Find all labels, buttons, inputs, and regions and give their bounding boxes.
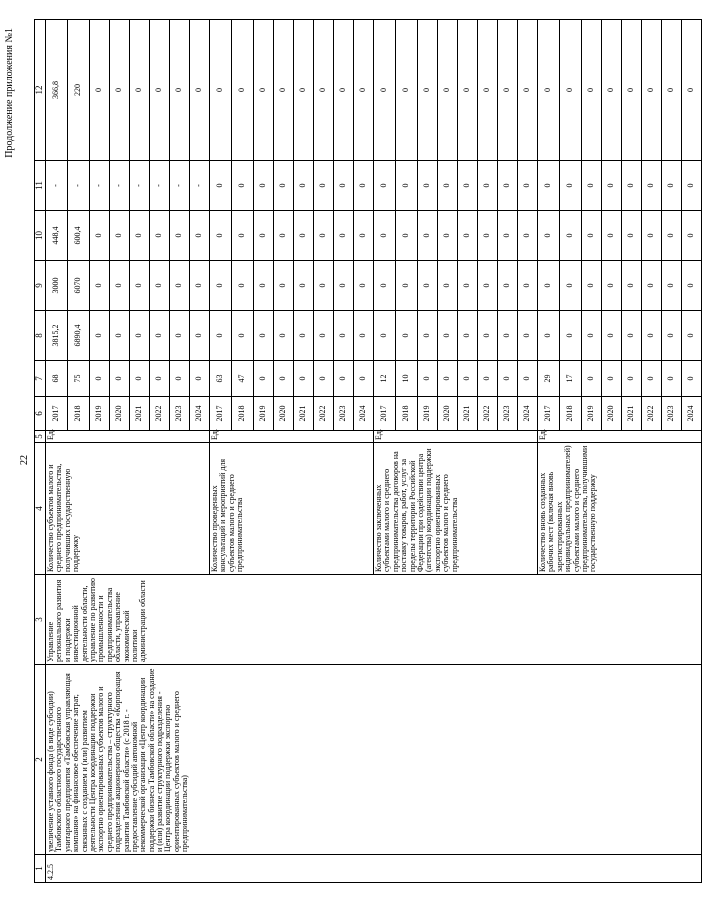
- value-cell: 0: [682, 261, 702, 311]
- value-cell: 0: [478, 311, 498, 361]
- value-cell: 0: [210, 261, 232, 311]
- value-cell: 0: [518, 311, 538, 361]
- value-cell: 0: [682, 20, 702, 161]
- value-cell: 0: [90, 361, 110, 397]
- value-cell: 0: [334, 311, 354, 361]
- value-cell: 0: [374, 161, 396, 211]
- value-cell: 0: [478, 20, 498, 161]
- value-cell: -: [90, 161, 110, 211]
- value-cell: 0: [538, 20, 560, 161]
- value-cell: 0: [232, 261, 254, 311]
- value-cell: 0: [334, 161, 354, 211]
- value-cell: 0: [274, 261, 294, 311]
- value-cell: 0: [190, 20, 210, 161]
- value-cell: 0: [294, 211, 314, 261]
- value-cell: 0: [396, 211, 418, 261]
- value-cell: 3000: [46, 261, 68, 311]
- value-cell: 0: [232, 20, 254, 161]
- value-cell: 0: [642, 361, 662, 397]
- year-cell: 2024: [518, 397, 538, 431]
- value-cell: 0: [170, 20, 190, 161]
- value-cell: 0: [354, 161, 374, 211]
- value-cell: 0: [682, 311, 702, 361]
- column-number: 12: [35, 20, 46, 161]
- value-cell: 68: [46, 361, 68, 397]
- value-cell: 0: [538, 311, 560, 361]
- value-cell: 0: [314, 20, 334, 161]
- column-number-row: [35, 20, 46, 883]
- value-cell: 0: [458, 211, 478, 261]
- value-cell: 0: [602, 311, 622, 361]
- year-cell: 2024: [354, 397, 374, 431]
- year-cell: 2019: [418, 397, 438, 431]
- value-cell: 0: [458, 161, 478, 211]
- value-cell: 0: [210, 311, 232, 361]
- event-description: увеличение уставного фонда (в виде субсидии) Тамбовского областного государственного унитарного предприятия «Тамбовская управляющая компания» на финансовое обеспечение затрат, связанных с созданием и (или) развитием деятельности Центра координации поддержки экспортно ориентированных субъектов малого и среднего предпринимательства – структурного подразделения акционерного общества «Корпорация развития Тамбовской области» (с 2018 г. - предоставление субсидий автономной некоммерческой организации «Центр координации поддержки бизнеса Тамбовской области» на создание и (или) развитие структурного подразделения - Центра координации поддержки экспортно ориентированных субъектов малого и среднего предпринимательства): [46, 665, 702, 855]
- value-cell: 0: [314, 161, 334, 211]
- value-cell: 0: [622, 20, 642, 161]
- column-number: 5: [35, 431, 46, 443]
- year-cell: 2017: [374, 397, 396, 431]
- value-cell: 0: [682, 161, 702, 211]
- column-number: 8: [35, 311, 46, 361]
- value-cell: 0: [170, 261, 190, 311]
- value-cell: 0: [110, 20, 130, 161]
- value-cell: 0: [622, 361, 642, 397]
- value-cell: 0: [274, 161, 294, 211]
- year-cell: 2017: [538, 397, 560, 431]
- value-cell: 0: [518, 161, 538, 211]
- year-cell: 2019: [254, 397, 274, 431]
- item-number: 4.2.5: [46, 855, 702, 883]
- value-cell: 47: [232, 361, 254, 397]
- value-cell: 0: [622, 161, 642, 211]
- value-cell: 0: [582, 211, 602, 261]
- value-cell: 0: [498, 161, 518, 211]
- value-cell: 0: [130, 361, 150, 397]
- value-cell: 0: [518, 361, 538, 397]
- indicator-unit: Ед.: [374, 431, 538, 443]
- year-cell: 2020: [110, 397, 130, 431]
- value-cell: 0: [662, 261, 682, 311]
- value-cell: 0: [498, 261, 518, 311]
- value-cell: 0: [294, 161, 314, 211]
- year-cell: 2023: [498, 397, 518, 431]
- value-cell: -: [68, 161, 90, 211]
- value-cell: 10: [396, 361, 418, 397]
- year-cell: 2021: [622, 397, 642, 431]
- executor-description: Управление регионального развития и поддержки инвестиционной деятельности области, управление по развитию промышленности и предпринимательства области, управление экономической политики администрации области: [46, 575, 702, 665]
- value-cell: 0: [560, 161, 582, 211]
- value-cell: 0: [518, 20, 538, 161]
- year-cell: 2018: [232, 397, 254, 431]
- column-number: 11: [35, 161, 46, 211]
- value-cell: 0: [334, 361, 354, 397]
- value-cell: 0: [622, 261, 642, 311]
- value-cell: 0: [438, 20, 458, 161]
- value-cell: 0: [232, 161, 254, 211]
- value-cell: 0: [130, 211, 150, 261]
- value-cell: 0: [374, 261, 396, 311]
- table-body: [35, 20, 702, 883]
- value-cell: 0: [662, 211, 682, 261]
- column-number: 4: [35, 443, 46, 575]
- value-cell: 0: [190, 311, 210, 361]
- value-cell: 0: [90, 261, 110, 311]
- value-cell: 0: [354, 211, 374, 261]
- value-cell: 0: [110, 311, 130, 361]
- value-cell: 29: [538, 361, 560, 397]
- value-cell: 0: [418, 261, 438, 311]
- column-number: 3: [35, 575, 46, 665]
- value-cell: -: [190, 161, 210, 211]
- value-cell: 0: [130, 20, 150, 161]
- value-cell: 0: [622, 311, 642, 361]
- value-cell: 0: [190, 211, 210, 261]
- value-cell: 0: [110, 261, 130, 311]
- value-cell: 0: [396, 20, 418, 161]
- column-number: 1: [35, 855, 46, 883]
- year-cell: 2018: [68, 397, 90, 431]
- value-cell: 0: [190, 361, 210, 397]
- value-cell: 0: [334, 211, 354, 261]
- value-cell: 0: [254, 211, 274, 261]
- value-cell: 0: [498, 311, 518, 361]
- value-cell: 0: [232, 211, 254, 261]
- value-cell: 0: [150, 311, 170, 361]
- year-cell: 2023: [170, 397, 190, 431]
- value-cell: 0: [396, 311, 418, 361]
- value-cell: 0: [374, 211, 396, 261]
- value-cell: 0: [458, 20, 478, 161]
- value-cell: -: [150, 161, 170, 211]
- value-cell: 0: [254, 261, 274, 311]
- value-cell: 0: [274, 311, 294, 361]
- value-cell: 0: [560, 261, 582, 311]
- value-cell: 0: [602, 161, 622, 211]
- value-cell: 0: [438, 361, 458, 397]
- value-cell: 0: [642, 161, 662, 211]
- value-cell: 0: [254, 311, 274, 361]
- indicators-table: [34, 19, 702, 883]
- value-cell: 0: [374, 311, 396, 361]
- value-cell: 0: [602, 261, 622, 311]
- value-cell: 366,8: [46, 20, 68, 161]
- indicator-name: Количество проведенных консультаций и мероприятий для субъектов малого и среднего предпринимательства: [210, 443, 374, 575]
- value-cell: -: [130, 161, 150, 211]
- indicator-unit: Ед.: [210, 431, 374, 443]
- value-cell: 0: [90, 311, 110, 361]
- page-number: 22: [19, 455, 30, 465]
- value-cell: 0: [458, 361, 478, 397]
- value-cell: 0: [642, 261, 662, 311]
- value-cell: 0: [662, 161, 682, 211]
- value-cell: 0: [314, 361, 334, 397]
- value-cell: 0: [662, 311, 682, 361]
- value-cell: -: [170, 161, 190, 211]
- value-cell: 0: [418, 211, 438, 261]
- indicator-unit: Ед.: [538, 431, 702, 443]
- year-cell: 2021: [294, 397, 314, 431]
- value-cell: 0: [418, 361, 438, 397]
- value-cell: 0: [274, 361, 294, 397]
- value-cell: 0: [518, 211, 538, 261]
- value-cell: 0: [438, 161, 458, 211]
- value-cell: 0: [396, 261, 418, 311]
- value-cell: 0: [274, 211, 294, 261]
- value-cell: 0: [354, 261, 374, 311]
- value-cell: 0: [602, 20, 622, 161]
- value-cell: 0: [354, 20, 374, 161]
- year-cell: 2018: [560, 397, 582, 431]
- value-cell: 0: [294, 311, 314, 361]
- value-cell: 0: [538, 211, 560, 261]
- value-cell: 0: [538, 261, 560, 311]
- column-number: 7: [35, 361, 46, 397]
- year-cell: 2024: [190, 397, 210, 431]
- value-cell: 600,4: [68, 211, 90, 261]
- value-cell: 0: [478, 361, 498, 397]
- value-cell: 0: [314, 311, 334, 361]
- value-cell: 0: [498, 20, 518, 161]
- value-cell: 0: [150, 20, 170, 161]
- value-cell: 0: [210, 161, 232, 211]
- value-cell: 0: [438, 261, 458, 311]
- year-cell: 2024: [682, 397, 702, 431]
- value-cell: 12: [374, 361, 396, 397]
- value-cell: 0: [130, 311, 150, 361]
- indicator-name: Количество субъектов малого и среднего предпринимательства, получивших государственную поддержку: [46, 443, 210, 575]
- value-cell: 0: [622, 211, 642, 261]
- value-cell: 0: [458, 311, 478, 361]
- value-cell: 0: [130, 261, 150, 311]
- year-cell: 2019: [90, 397, 110, 431]
- year-cell: 2022: [478, 397, 498, 431]
- value-cell: 0: [90, 211, 110, 261]
- column-number: 6: [35, 397, 46, 431]
- value-cell: 0: [478, 211, 498, 261]
- value-cell: 3815,2: [46, 311, 68, 361]
- value-cell: 0: [150, 361, 170, 397]
- value-cell: 0: [294, 20, 314, 161]
- year-cell: 2021: [458, 397, 478, 431]
- year-cell: 2018: [396, 397, 418, 431]
- indicator-name: Количество заключенных субъектами малого и среднего предпринимательства договоров на поставку товаров, работ, услуг за пределы территории Российской Федерации при содействии центра (агентства) координации поддержки экспортно ориентированных субъектов малого и среднего предпринимательства: [374, 443, 538, 575]
- value-cell: 0: [110, 361, 130, 397]
- year-cell: 2020: [438, 397, 458, 431]
- value-cell: 0: [438, 211, 458, 261]
- value-cell: 0: [662, 20, 682, 161]
- value-cell: 0: [254, 161, 274, 211]
- value-cell: 0: [662, 361, 682, 397]
- value-cell: 0: [582, 261, 602, 311]
- value-cell: 6890,4: [68, 311, 90, 361]
- value-cell: 0: [354, 311, 374, 361]
- value-cell: 63: [210, 361, 232, 397]
- value-cell: 0: [170, 361, 190, 397]
- value-cell: 0: [314, 261, 334, 311]
- value-cell: 0: [90, 20, 110, 161]
- value-cell: 0: [498, 361, 518, 397]
- value-cell: 0: [374, 20, 396, 161]
- value-cell: 0: [190, 261, 210, 311]
- value-cell: 0: [334, 261, 354, 311]
- year-cell: 2022: [314, 397, 334, 431]
- year-cell: 2017: [210, 397, 232, 431]
- value-cell: 0: [602, 211, 622, 261]
- value-cell: 0: [170, 311, 190, 361]
- value-cell: -: [46, 161, 68, 211]
- year-cell: 2019: [582, 397, 602, 431]
- year-cell: 2017: [46, 397, 68, 431]
- value-cell: 0: [110, 211, 130, 261]
- value-cell: 0: [354, 361, 374, 397]
- value-cell: 0: [396, 161, 418, 211]
- year-cell: 2023: [662, 397, 682, 431]
- year-cell: 2020: [602, 397, 622, 431]
- value-cell: 0: [210, 20, 232, 161]
- value-cell: 6070: [68, 261, 90, 311]
- value-cell: 0: [642, 211, 662, 261]
- table-row: [46, 20, 68, 883]
- value-cell: 0: [418, 20, 438, 161]
- value-cell: 0: [478, 161, 498, 211]
- value-cell: 0: [582, 311, 602, 361]
- value-cell: 0: [170, 211, 190, 261]
- value-cell: 0: [294, 261, 314, 311]
- year-cell: 2021: [130, 397, 150, 431]
- value-cell: 0: [682, 361, 702, 397]
- value-cell: 0: [582, 361, 602, 397]
- indicator-unit: Ед.: [46, 431, 210, 443]
- value-cell: 0: [560, 311, 582, 361]
- value-cell: 0: [538, 161, 560, 211]
- value-cell: 0: [232, 311, 254, 361]
- year-cell: 2022: [150, 397, 170, 431]
- value-cell: 0: [582, 20, 602, 161]
- value-cell: 0: [582, 161, 602, 211]
- value-cell: 75: [68, 361, 90, 397]
- value-cell: 0: [210, 211, 232, 261]
- value-cell: 0: [150, 261, 170, 311]
- value-cell: 0: [458, 261, 478, 311]
- value-cell: 0: [642, 20, 662, 161]
- value-cell: 0: [274, 20, 294, 161]
- value-cell: 0: [560, 211, 582, 261]
- indicator-name: Количество вновь созданных рабочих мест (включая вновь зарегистрированных индивидуальных предпринимателей) субъектами малого и среднего предпринимательства, получившими государственную поддержку: [538, 443, 702, 575]
- column-number: 10: [35, 211, 46, 261]
- value-cell: 448,4: [46, 211, 68, 261]
- appendix-caption: Продолжение приложения №1: [4, 28, 15, 158]
- value-cell: 0: [150, 211, 170, 261]
- value-cell: 17: [560, 361, 582, 397]
- value-cell: 0: [682, 211, 702, 261]
- value-cell: 0: [334, 20, 354, 161]
- year-cell: 2023: [334, 397, 354, 431]
- value-cell: 0: [642, 311, 662, 361]
- column-number: 9: [35, 261, 46, 311]
- value-cell: 0: [314, 211, 334, 261]
- value-cell: 0: [418, 311, 438, 361]
- value-cell: 0: [254, 361, 274, 397]
- value-cell: -: [110, 161, 130, 211]
- value-cell: 220: [68, 20, 90, 161]
- value-cell: 0: [438, 311, 458, 361]
- value-cell: 0: [478, 261, 498, 311]
- column-number: 2: [35, 665, 46, 855]
- value-cell: 0: [602, 361, 622, 397]
- value-cell: 0: [254, 20, 274, 161]
- value-cell: 0: [560, 20, 582, 161]
- value-cell: 0: [518, 261, 538, 311]
- value-cell: 0: [498, 211, 518, 261]
- year-cell: 2022: [642, 397, 662, 431]
- year-cell: 2020: [274, 397, 294, 431]
- value-cell: 0: [294, 361, 314, 397]
- value-cell: 0: [418, 161, 438, 211]
